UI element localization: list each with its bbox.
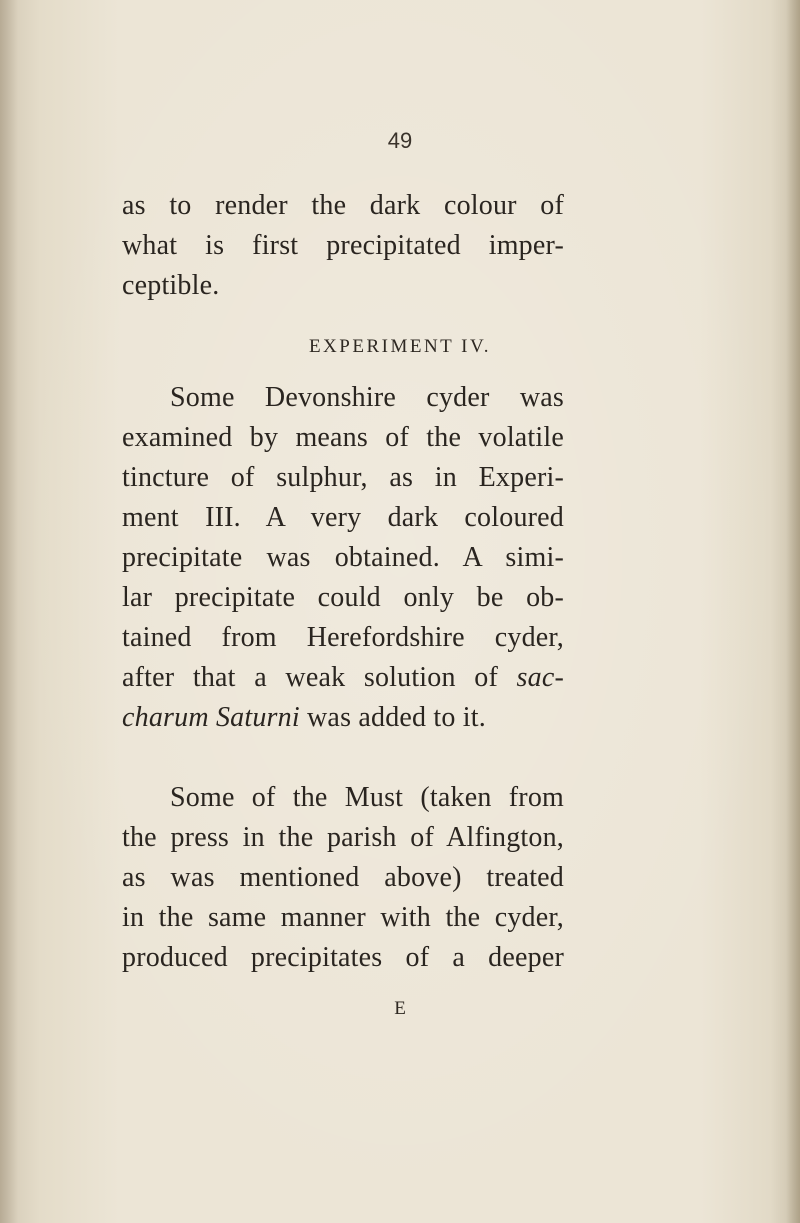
text-line	[122, 658, 564, 698]
text-line: ceptible.	[122, 270, 220, 301]
section-heading: EXPERIMENT IV.	[308, 336, 492, 357]
text-line: produced precipitates of a deeper	[122, 942, 564, 973]
signature-mark: E	[394, 998, 406, 1019]
text-line: as to render the dark colour of	[122, 190, 564, 221]
text-line: tincture of sulphur, as in Experi-	[122, 462, 564, 493]
page-number: 49	[387, 128, 413, 153]
text-line: examined by means of the volatile	[122, 422, 564, 453]
text-line: ment III. A very dark coloured	[122, 502, 564, 533]
italic-text: charum Saturni	[122, 702, 300, 733]
text-line: lar precipitate could only be ob-	[122, 582, 564, 613]
text-line: what is first precipitated imper-	[122, 230, 564, 261]
text-line: Some Devonshire cyder was	[170, 382, 564, 413]
text-segment: after that a weak solution of	[122, 662, 498, 693]
page-right-shadow	[786, 0, 800, 1223]
text-line	[122, 698, 564, 738]
text-segment: was added to it.	[307, 702, 486, 733]
text-line: in the same manner with the cyder,	[122, 902, 564, 933]
text-line: the press in the parish of Alfington,	[122, 822, 564, 853]
text-line: Some of the Must (taken from	[170, 782, 564, 813]
page-left-shadow	[0, 0, 18, 1223]
text-line: tained from Herefordshire cyder,	[122, 622, 564, 653]
italic-text: sac-	[516, 662, 564, 693]
text-line: as was mentioned above) treated	[122, 862, 564, 893]
text-line: precipitate was obtained. A simi-	[122, 542, 564, 573]
